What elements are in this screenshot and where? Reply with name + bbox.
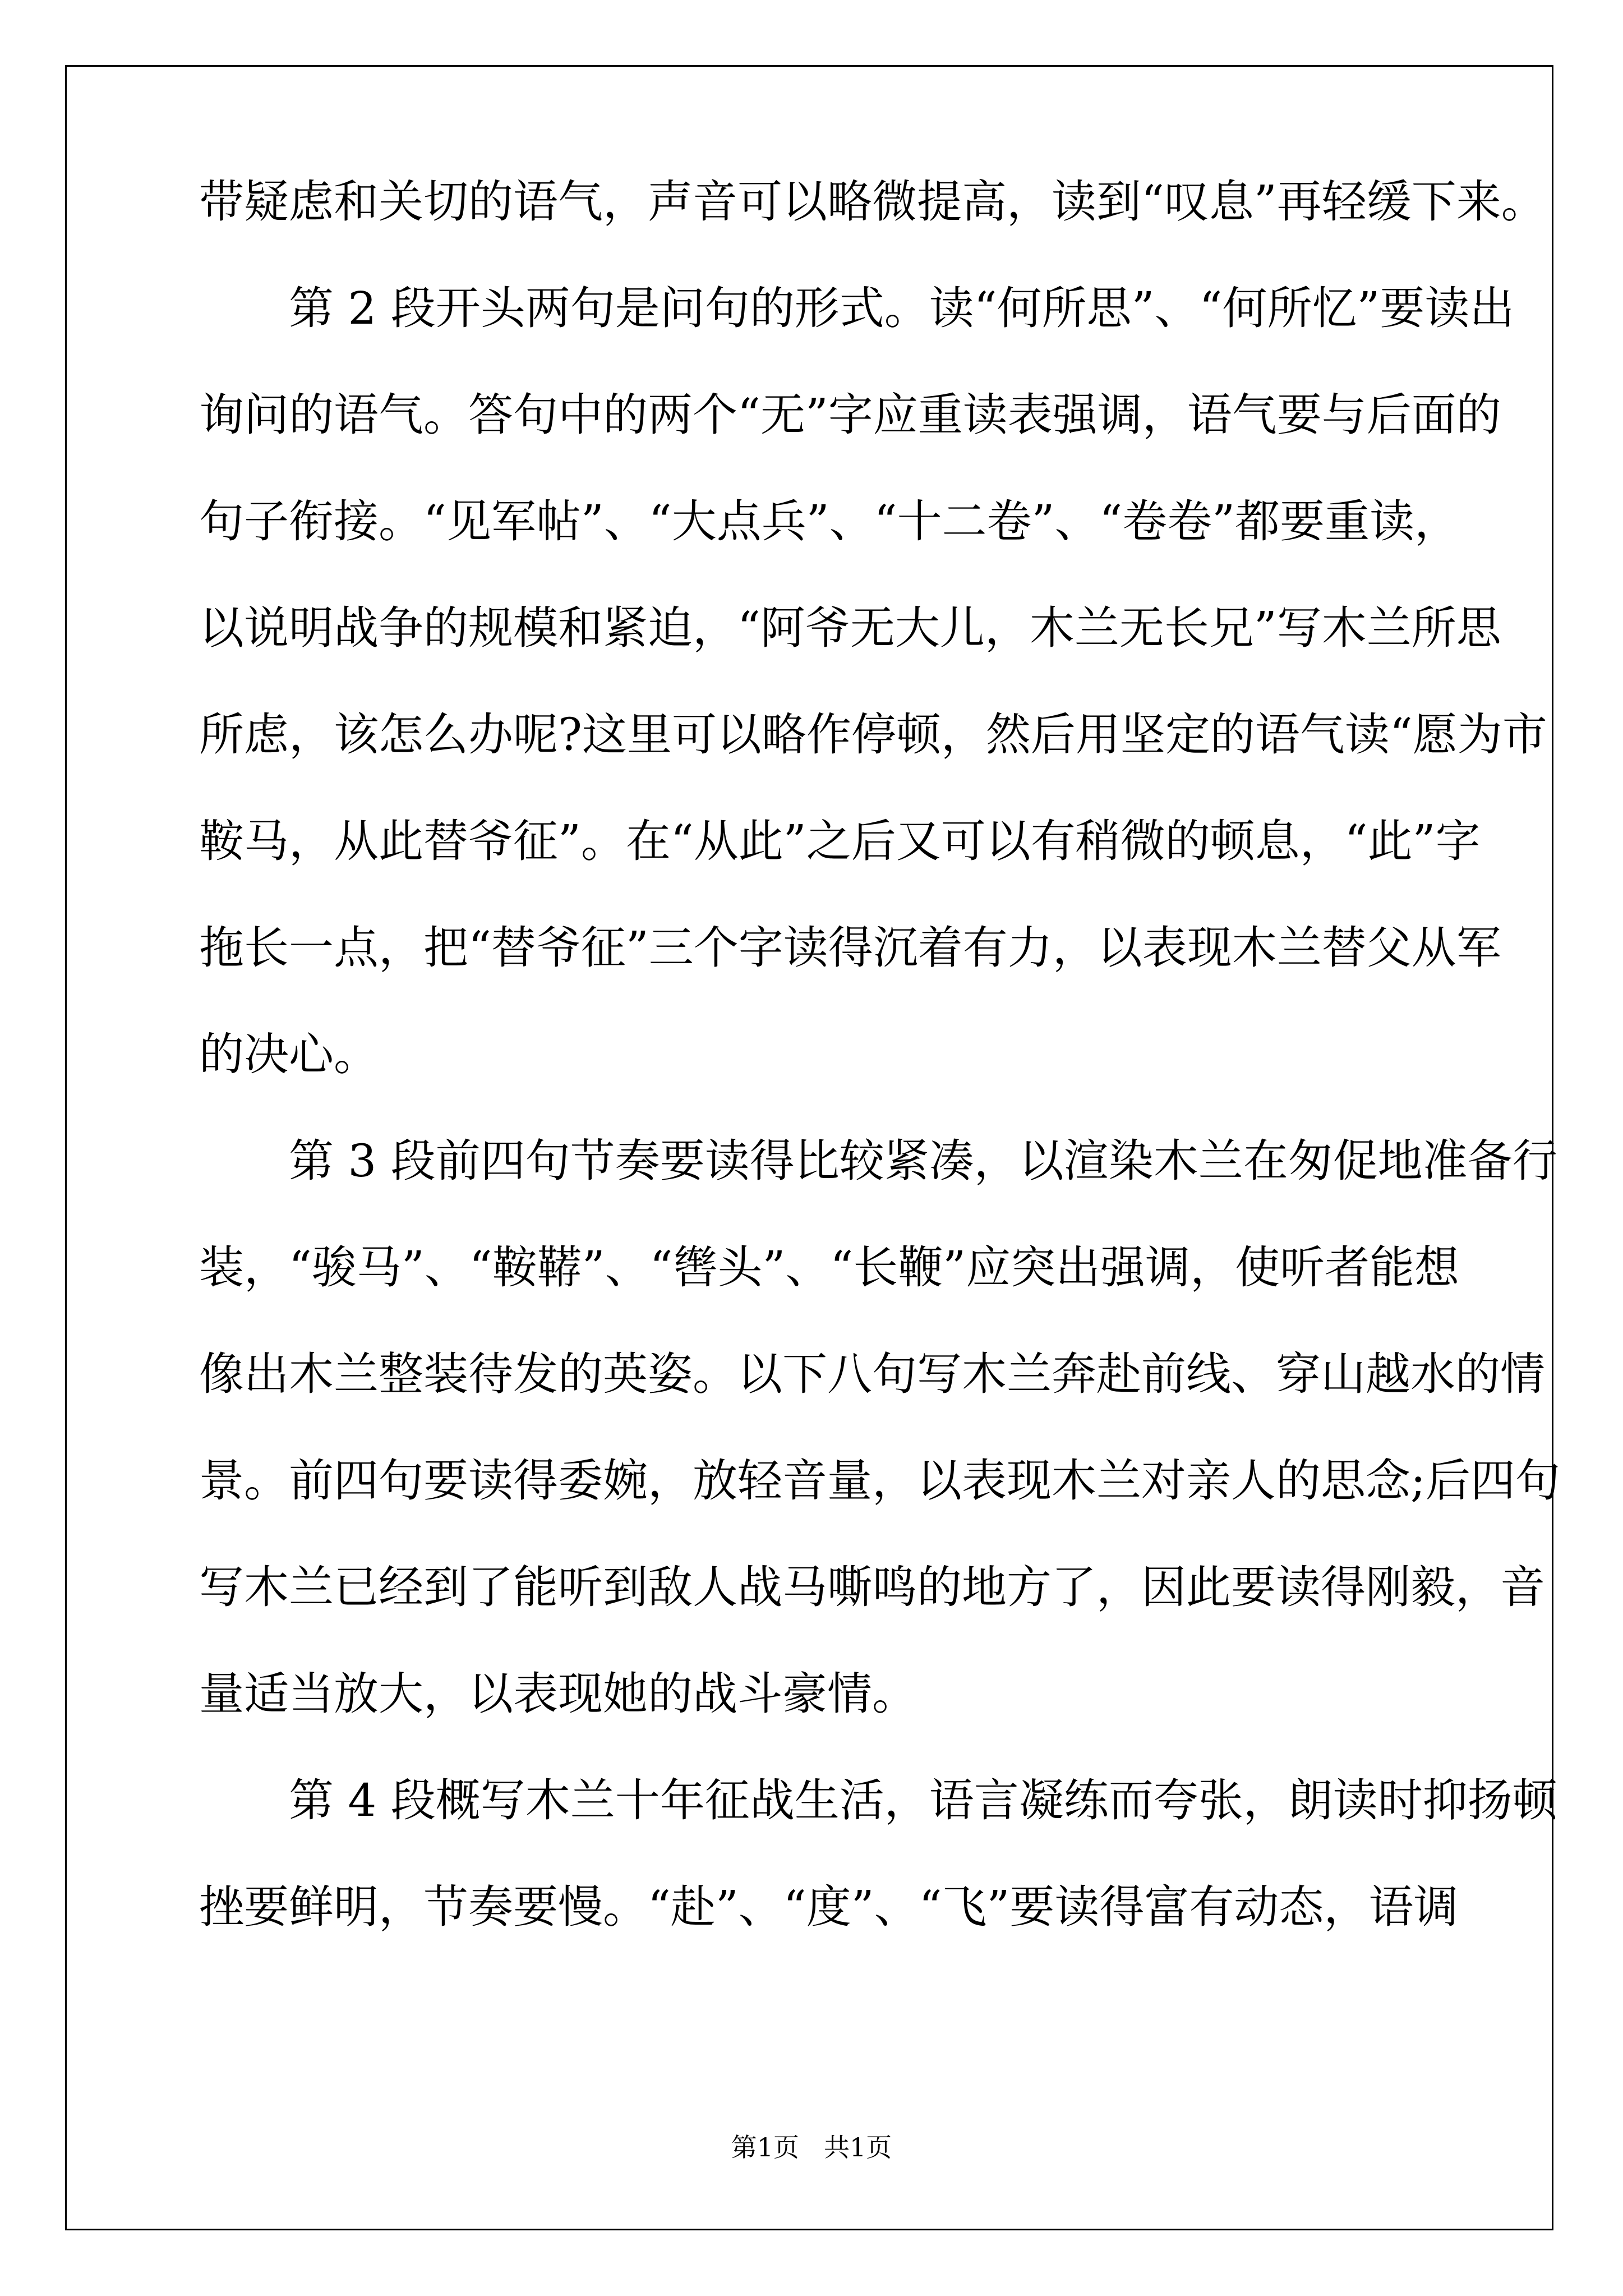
- text-line: 句子衔接。“见军帖”、“大点兵”、“十二卷”、“卷卷”都要重读，: [199, 495, 1460, 547]
- text-line: 鞍马，从此替爷征”。在“从此”之后又可以有稍微的顿息，“此”字: [199, 815, 1481, 867]
- text-line: 询问的语气。答句中的两个“无”字应重读表强调，语气要与后面的: [199, 389, 1501, 441]
- page-footer: [0, 2132, 1623, 2163]
- text-line: 所虑，该怎么办呢?这里可以略作停顿，然后用坚定的语气读“愿为市: [199, 708, 1547, 761]
- text-line: 的决心。: [199, 1028, 379, 1080]
- text-line: 拖长一点，把“替爷征”三个字读得沉着有力，以表现木兰替父从军: [199, 922, 1501, 974]
- text-line: 挫要鲜明，节奏要慢。“赴”、“度”、“飞”要读得富有动态，语调: [199, 1881, 1459, 1933]
- text-line: 量适当放大，以表现她的战斗豪情。: [199, 1668, 917, 1720]
- text-line: 第 2 段开头两句是问句的形式。读“何所思”、“何所忆”要读出: [199, 282, 1515, 334]
- text-line: 带疑虑和关切的语气，声音可以略微提高，读到“叹息”再轻缓下来。: [199, 176, 1546, 228]
- page-number-current: 第1页: [731, 2132, 799, 2162]
- text-line: 第 3 段前四句节奏要读得比较紧凑，以渲染木兰在匆促地准备行: [199, 1135, 1557, 1187]
- text-line: 第 4 段概写木兰十年征战生活，语言凝练而夸张，朗读时抑扬顿: [199, 1774, 1557, 1826]
- text-line: 以说明战争的规模和紧迫，“阿爷无大儿，木兰无长兄”写木兰所思: [199, 602, 1501, 654]
- text-line: 写木兰已经到了能听到敌人战马嘶鸣的地方了，因此要读得刚毅，音: [199, 1561, 1545, 1613]
- page-number-total: 共1页: [824, 2132, 892, 2162]
- document-body: [199, 176, 1560, 1991]
- text-line: 装，“骏马”、“鞍鞯”、“辔头”、“长鞭”应突出强调，使听者能想: [199, 1241, 1460, 1294]
- text-line: 像出木兰整装待发的英姿。以下八句写木兰奔赴前线、穿山越水的情: [199, 1348, 1545, 1400]
- text-line: 景。前四句要读得委婉，放轻音量，以表现木兰对亲人的思念;后四句: [199, 1455, 1560, 1507]
